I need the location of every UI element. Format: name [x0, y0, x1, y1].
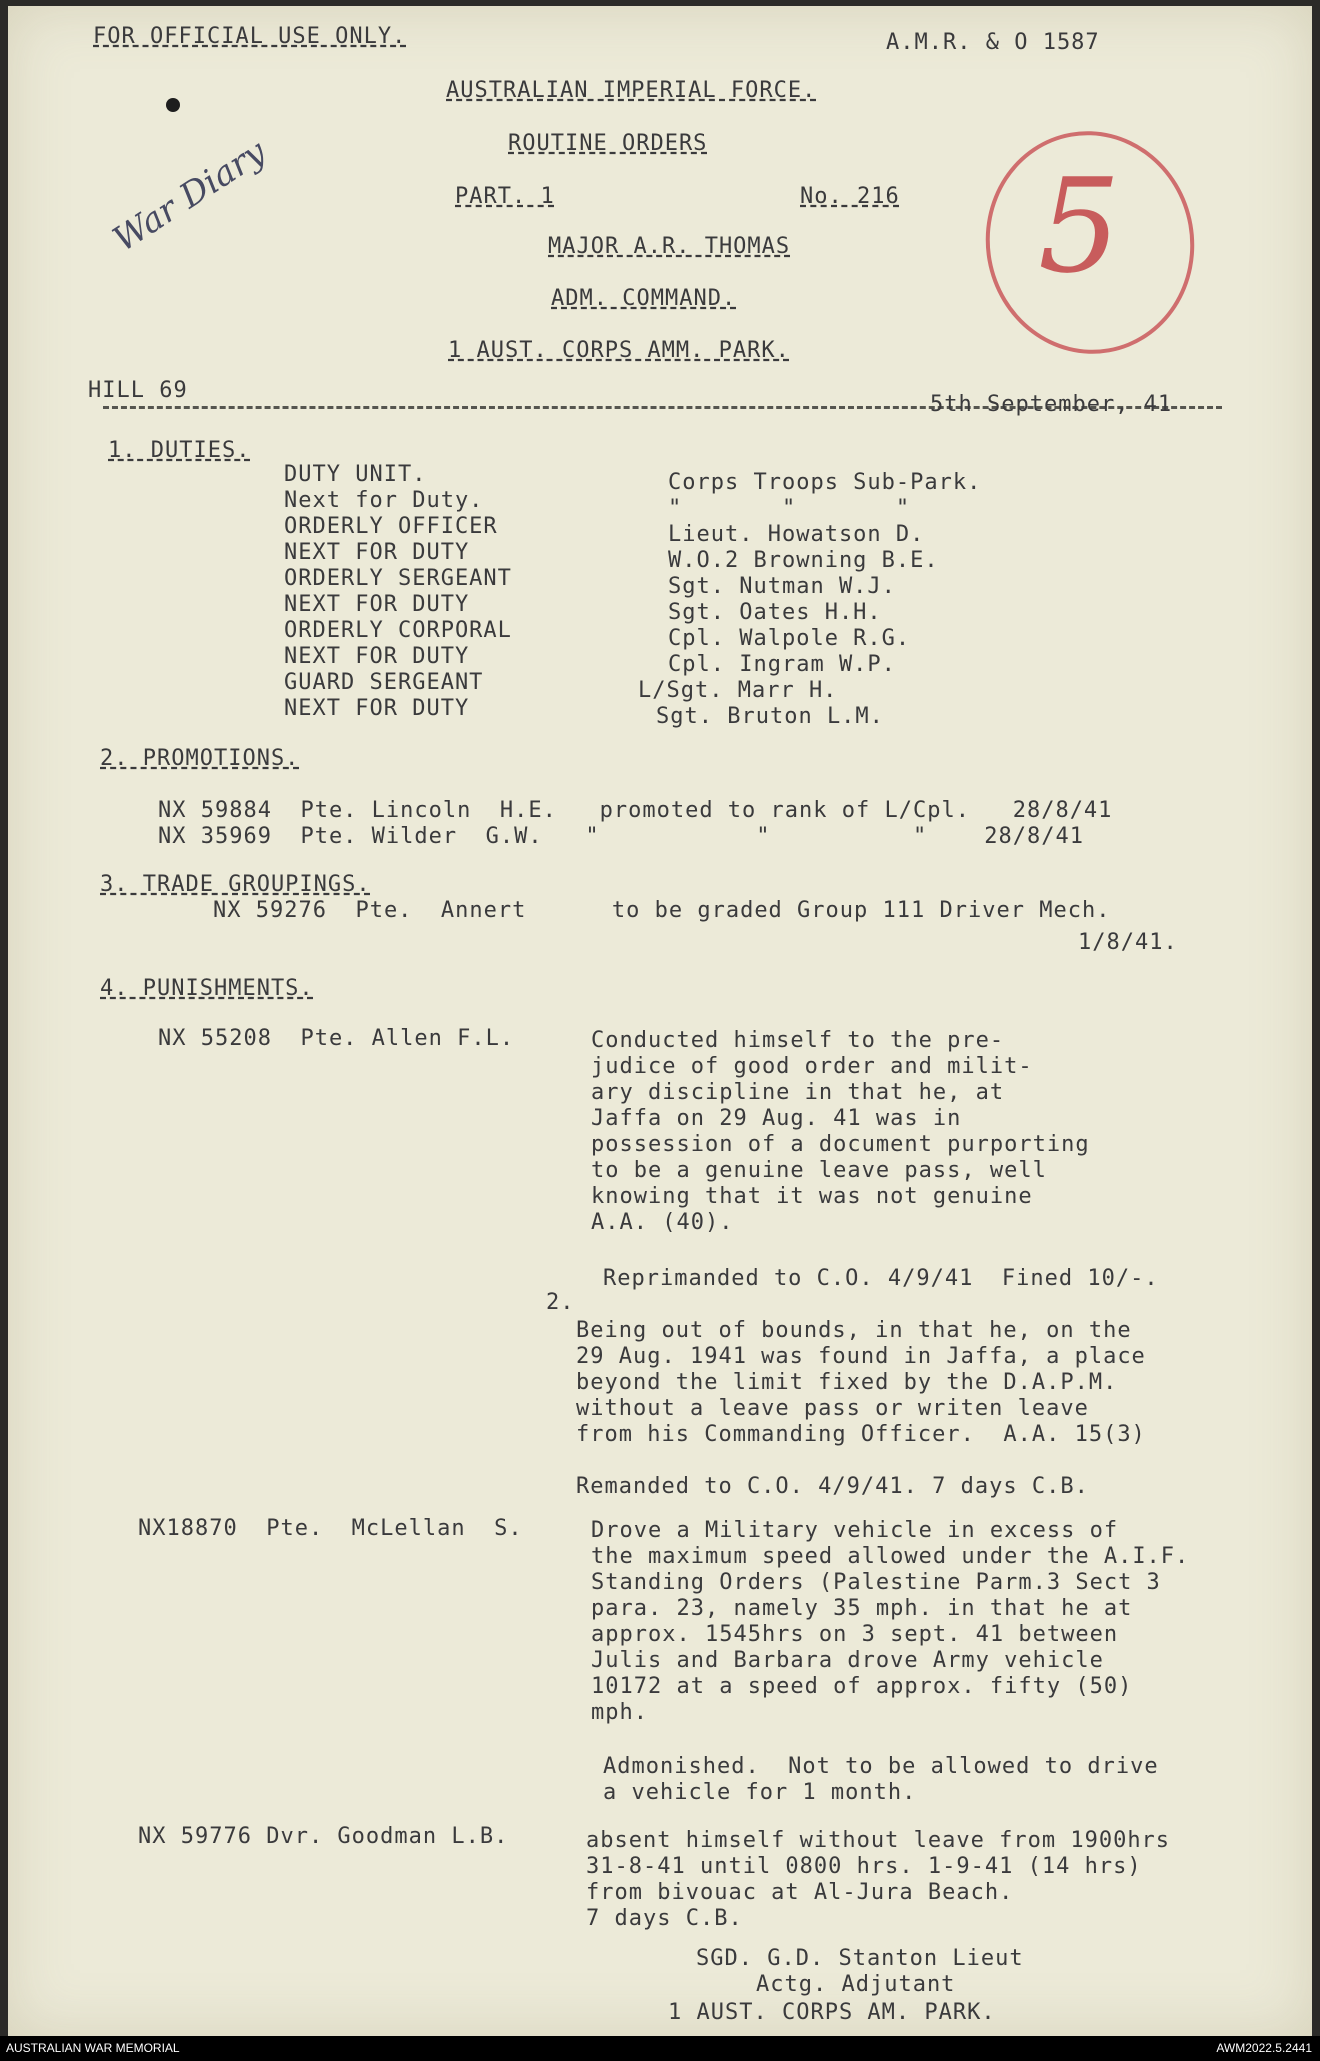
- security-marking: FOR OFFICIAL USE ONLY.: [93, 24, 407, 49]
- date: 5th September, 41: [930, 392, 1173, 417]
- reference-number: A.M.R. & O 1587: [886, 30, 1100, 55]
- duty-label: Next for Duty.: [284, 488, 484, 513]
- duty-label: NEXT FOR DUTY: [284, 540, 470, 565]
- heading-number: No. 216: [800, 184, 900, 209]
- duty-label: ORDERLY CORPORAL: [284, 618, 512, 643]
- footer-bar: [0, 2036, 1320, 2061]
- duty-value: Sgt. Bruton L.M.: [656, 704, 884, 729]
- document-page: FOR OFFICIAL USE ONLY. A.M.R. & O 1587 War Diary 5 AUSTRALIAN IMPERIAL FORCE. ROUTINE ORDERS PART. 1 No. 216 MAJOR A.R. THOMAS ADM. COMMAND. 1 AUST. CORPS AMM. PARK. HILL 69 5th September, 41 1. DUTIES. DUTY UNIT. Corps Troops Sub-Park. Next for Duty. " " " ORDERLY OFFICER Lieut. Howatson D. NEXT FOR DUTY W.O.2 Browning B.E. ORDERLY SERGEANT Sgt. Nutman W.J. NEXT FOR DUTY Sgt. Oates H.H. ORDERLY CORPORAL Cpl. Walpole R.G. NEXT FOR DUTY Cpl. Ingram W.P. GUARD SERGEANT L/Sgt. Marr H. NEXT FOR DUTY Sgt. Bruton L.M. 2. PROMOTIONS. NX 59884 Pte. Lincoln H.E. promoted to rank of L/Cpl. 28/8/41 NX 35969 Pte. Wilder G.W. " " " 28/8/41 3. TRADE GROUPINGS. NX 59276 Pte. Annert to be graded Group 111 Driver Mech. 1/8/41. 4. PUNISHMENTS. NX 55208 Pte. Allen F.L. Conducted himself to the pre- judice of good order and milit- ary discipline in that he, at Jaffa on 29 Aug. 41 was in possession of a document purporting to be a genuine leave pass, well knowing that it was not genuine A.A. (40). Reprimanded to C.O. 4/9/41 Fined 10/-. 2. Being out of bounds, in that he, on the 29 Aug. 1941 was found in Jaffa, a place beyond the limit fixed by the D.A.P.M. without a leave pass or writen leave from his Commanding Officer. A.A. 15(3) Remanded to C.O. 4/9/41. 7 days C.B. NX18870 Pte. McLellan S. Drove a Military vehicle in excess of the maximum speed allowed under the A.I.F. Standing Orders (Palestine Parm.3 Sect 3 para. 23, namely 35 mph. in that he at approx. 1545hrs on 3 sept. 41 between Julis and Barbara drove Army vehicle 10172 at a speed of approx. fifty (50) mph. Admonished. Not to be allowed to drive a vehicle for 1 month. NX 59776 Dvr. Goodman L.B. absent himself without leave from 1900hrs 31-8-41 until 0800 hrs. 1-9-41 (14 hrs) from bivouac at Al-Jura Beach. 7 days C.B. SGD. G.D. Stanton Lieut Actg. Adjutant 1 AUST. CORPS AM. PARK.: [8, 6, 1312, 2036]
- duty-label: NEXT FOR DUTY: [284, 592, 470, 617]
- heading-major: MAJOR A.R. THOMAS: [548, 234, 791, 259]
- footer-source: AUSTRALIAN WAR MEMORIAL: [6, 2041, 180, 2055]
- duty-label: DUTY UNIT.: [284, 462, 427, 487]
- trade-line: NX 59276 Pte. Annert to be graded Group 111 Driver Mech.: [213, 898, 1111, 923]
- award-text: Reprimanded to C.O. 4/9/41 Fined 10/-.: [603, 1266, 1159, 1291]
- soldier-id: NX18870 Pte. McLellan S.: [138, 1516, 523, 1541]
- trade-date: 1/8/41.: [1078, 930, 1178, 955]
- red-number-mark: 5: [1038, 150, 1121, 302]
- charge-number: 2.: [546, 1290, 575, 1315]
- duty-value: L/Sgt. Marr H.: [638, 678, 838, 703]
- signature-name: SGD. G.D. Stanton Lieut: [696, 1946, 1024, 1971]
- duty-value: " " ": [668, 496, 911, 521]
- location: HILL 69: [88, 378, 188, 403]
- award-text: Remanded to C.O. 4/9/41. 7 days C.B.: [576, 1474, 1089, 1499]
- soldier-id: NX 55208 Pte. Allen F.L.: [158, 1026, 515, 1051]
- section-trade-title: 3. TRADE GROUPINGS.: [100, 872, 371, 897]
- duty-label: NEXT FOR DUTY: [284, 696, 470, 721]
- duty-value: Corps Troops Sub-Park.: [668, 470, 982, 495]
- duty-value: Sgt. Oates H.H.: [668, 600, 882, 625]
- heading-unit: 1 AUST. CORPS AMM. PARK.: [448, 338, 790, 363]
- footer-id: AWM2022.5.2441: [1216, 2041, 1312, 2055]
- duty-value: Sgt. Nutman W.J.: [668, 574, 896, 599]
- heading-command: ADM. COMMAND.: [551, 286, 737, 311]
- soldier-id: NX 59776 Dvr. Goodman L.B.: [138, 1824, 509, 1849]
- heading-force: AUSTRALIAN IMPERIAL FORCE.: [446, 78, 817, 103]
- ink-blot: [166, 98, 180, 112]
- section-promotions-title: 2. PROMOTIONS.: [100, 746, 300, 771]
- duty-value: W.O.2 Browning B.E.: [668, 548, 939, 573]
- section-punishments-title: 4. PUNISHMENTS.: [100, 976, 314, 1001]
- signature-title: Actg. Adjutant: [756, 1972, 956, 1997]
- heading-part: PART. 1: [455, 184, 555, 209]
- duty-value: Lieut. Howatson D.: [668, 522, 925, 547]
- promotion-line: NX 35969 Pte. Wilder G.W. " " " 28/8/41: [158, 824, 1084, 849]
- handwritten-note: War Diary: [106, 132, 274, 260]
- promotion-line: NX 59884 Pte. Lincoln H.E. promoted to rank of L/Cpl. 28/8/41: [158, 798, 1113, 823]
- signature-unit: 1 AUST. CORPS AM. PARK.: [668, 2000, 996, 2025]
- duty-label: ORDERLY SERGEANT: [284, 566, 512, 591]
- heading-orders: ROUTINE ORDERS: [508, 131, 708, 156]
- duty-label: NEXT FOR DUTY: [284, 644, 470, 669]
- duty-value: Cpl. Walpole R.G.: [668, 626, 911, 651]
- duty-label: GUARD SERGEANT: [284, 670, 484, 695]
- duty-label: ORDERLY OFFICER: [284, 514, 498, 539]
- duty-value: Cpl. Ingram W.P.: [668, 652, 896, 677]
- section-duties-title: 1. DUTIES.: [108, 438, 251, 463]
